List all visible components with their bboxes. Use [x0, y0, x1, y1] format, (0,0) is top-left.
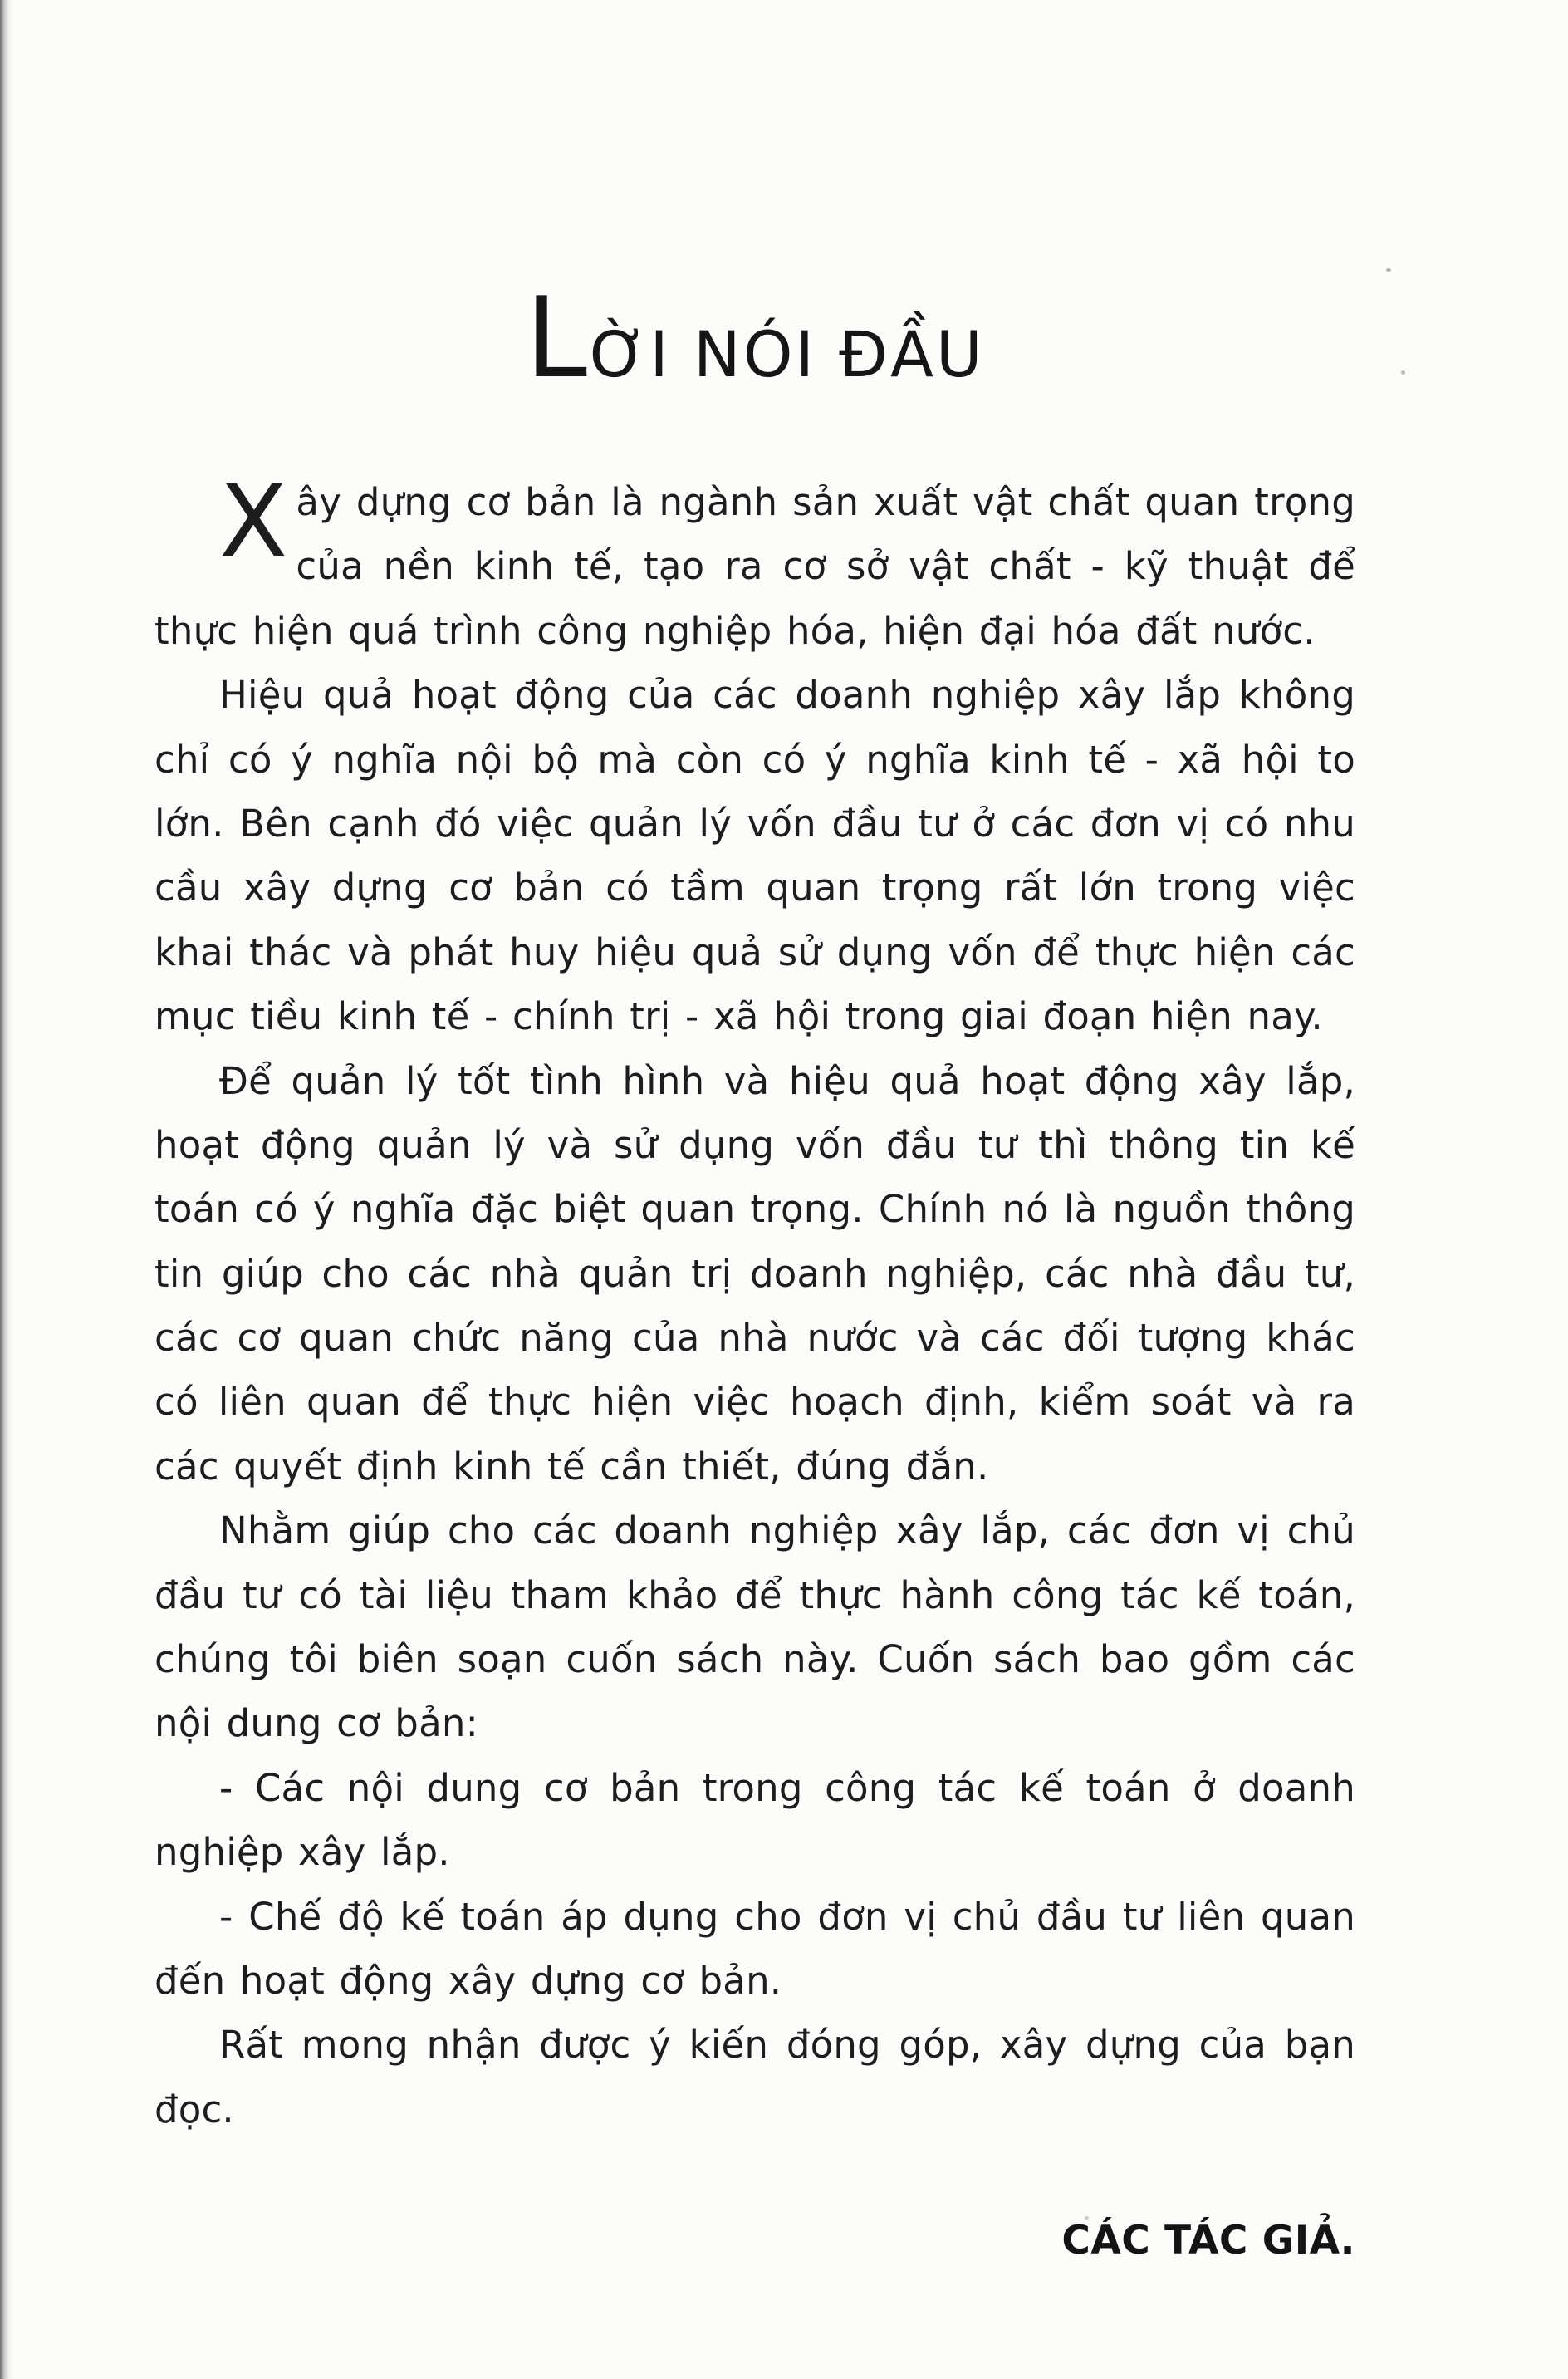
lead-drop-cap: X — [219, 464, 288, 580]
page-title — [154, 273, 1355, 403]
paragraph: Hiệu quả hoạt động của các doanh nghiệp xây lắp không chỉ có ý nghĩa nội bộ mà còn có ý nghĩa kinh tế - xã hội to lớn. Bên cạnh đó việc quản lý vốn đầu tư ở các đơn vị có nhu cầu xây dựng cơ bản có tầm quan trọng rất lớn trong việc khai thác và phát huy hiệu quả sử dụng vốn để thực hiện các mục tiều kinh tế - chính trị - xã hội trong giai đoạn hiện nay. — [154, 673, 1355, 1039]
list-item-paragraph: - Các nội dung cơ bản trong công tác kế toán ở doanh nghiệp xây lắp. — [154, 1765, 1355, 1875]
lead-paragraph-text: ây dựng cơ bản là ngành sản xuất vật chất quan trọng của nền kinh tế, tạo ra cơ sở vật chất - kỹ thuật để thực hiện quá trình công nghiệp hóa, hiện đại hóa đất nước. — [154, 480, 1355, 653]
scan-left-edge — [0, 0, 13, 2379]
scan-speck — [1401, 370, 1405, 375]
paragraph: Rất mong nhận được ý kiến đóng góp, xây dựng của bạn đọc. — [154, 2023, 1355, 2131]
scan-speck — [1386, 268, 1391, 272]
title-drop-cap: L — [525, 273, 590, 403]
author-signature: CÁC TÁC GIẢ. — [1061, 2218, 1355, 2264]
page-content — [154, 273, 1355, 2264]
list-item-paragraph: - Chế độ kế toán áp dụng cho đơn vị chủ đầu tư liên quan đến hoạt động xây dựng cơ bản. — [154, 1894, 1355, 2003]
title-text: ỜI NÓI ĐẦU — [589, 317, 985, 391]
paragraph: Nhằm giúp cho các doanh nghiệp xây lắp, các đơn vị chủ đầu tư có tài liệu tham khảo để thực hành công tác kế toán, chúng tôi biên soạn cuốn sách này. Cuốn sách bao gồm các nội dung cơ bản: — [154, 1508, 1355, 1746]
lead-paragraph — [154, 464, 1355, 663]
paragraph: Để quản lý tốt tình hình và hiệu quả hoạt động xây lắp, hoạt động quản lý và sử dụng vốn đầu tư thì thông tin kế toán có ý nghĩa đặc biệt quan trọng. Chính nó là nguồn thông tin giúp cho các nhà quản trị doanh nghiệp, các nhà đầu tư, các cơ quan chức năng của nhà nước và các đối tượng khác có liên quan để thực hiện việc hoạch định, kiểm soát và ra các quyết định kinh tế cần thiết, đúng đắn. — [154, 1058, 1355, 1489]
